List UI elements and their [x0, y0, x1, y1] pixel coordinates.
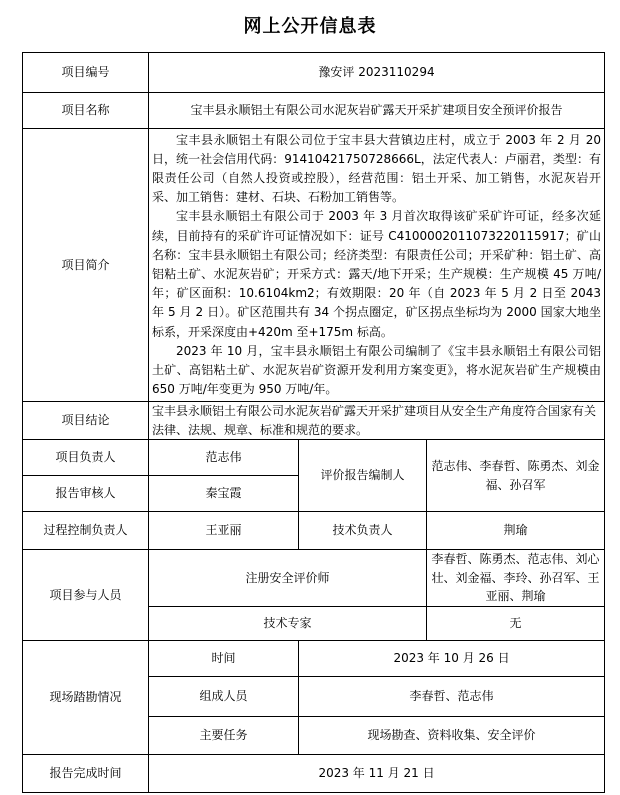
project-conclusion-label: 项目结论 — [23, 402, 149, 440]
process-control-value: 王亚丽 — [149, 512, 299, 550]
project-intro-label: 项目简介 — [23, 129, 149, 402]
row-project-intro — [23, 129, 605, 402]
info-table — [22, 52, 605, 793]
row-project-name — [23, 93, 605, 129]
project-name-value: 宝丰县永顺铝土有限公司水泥灰岩矿露天开采扩建项目安全预评价报告 — [149, 93, 605, 129]
survey-time-label: 时间 — [149, 640, 299, 676]
tech-lead-label: 技术负责人 — [299, 512, 427, 550]
project-leader-value: 范志伟 — [149, 440, 299, 476]
tech-expert-value: 无 — [427, 606, 605, 640]
process-control-label: 过程控制负责人 — [23, 512, 149, 550]
row-completion — [23, 754, 605, 792]
completion-value: 2023 年 11 月 21 日 — [149, 754, 605, 792]
project-conclusion-value: 宝丰县永顺铝土有限公司水泥灰岩矿露天开采扩建项目从安全生产角度符合国家有关法律、法规、规章、标准和规范的要求。 — [149, 402, 605, 440]
intro-paragraph: 2023 年 10 月，宝丰县永顺铝土有限公司编制了《宝丰县永顺铝土有限公司铝土矿、高铝粘土矿、水泥灰岩矿资源开发利用方案变更》，将水泥灰岩矿生产规模由 650 万吨/年变更为 950 万吨/年。 — [152, 343, 602, 397]
site-survey-label: 现场踏勘情况 — [23, 640, 149, 754]
intro-paragraph: 宝丰县永顺铝土有限公司位于宝丰县大营镇边庄村，成立于 2003 年 2 月 20 日，统一社会信用代码：91410421750728666L，法定代表人：卢丽君，类型：有限责任公司（自然人投资或控股），经营范围：铝土开采、加工销售，水泥灰岩开采、加工销售：建材、石块、石粉加工销售等。 — [152, 132, 602, 205]
page-title: 网上公开信息表 — [243, 16, 377, 37]
survey-members-label: 组成人员 — [149, 676, 299, 716]
project-no-label: 项目编号 — [23, 53, 149, 93]
registered-assessor-label: 注册安全评价师 — [149, 550, 427, 607]
survey-time-value: 2023 年 10 月 26 日 — [299, 640, 605, 676]
row-process-control — [23, 512, 605, 550]
project-leader-label: 项目负责人 — [23, 440, 149, 476]
project-name-label: 项目名称 — [23, 93, 149, 129]
intro-paragraph: 宝丰县永顺铝土有限公司于 2003 年 3 月首次取得该矿采矿许可证，经多次延续，目前持有的采矿许可证情况如下：证号 C4100002011073220115917；矿山名称：宝丰县永顺铝土有限公司；经济类型：有限责任公司；开采矿种：铝土矿、高铝粘土矿、水泥灰岩矿；开采方式：露天/地下开采；生产规模：生产规模 45 万吨/年；矿区面积：10.6104km2；有效期限：20 年（自 2023 年 5 月 2 日至 2043 年 5 月 2 日）。矿区范围共有 34 个拐点圈定，矿区拐点坐标均为 2000 国家大地坐标系，开采深度由+420m 至+175m 标高。 — [152, 209, 602, 339]
row-participants-registered — [23, 550, 605, 607]
report-reviewer-value: 秦宝霞 — [149, 476, 299, 512]
survey-tasks-value: 现场勘查、资料收集、安全评价 — [299, 716, 605, 754]
row-project-leader — [23, 440, 605, 476]
row-project-no — [23, 53, 605, 93]
report-reviewer-label: 报告审核人 — [23, 476, 149, 512]
report-editors-label: 评价报告编制人 — [299, 440, 427, 512]
row-survey-time — [23, 640, 605, 676]
survey-members-value: 李春哲、范志伟 — [299, 676, 605, 716]
tech-lead-value: 荆瑜 — [427, 512, 605, 550]
report-editors-value: 范志伟、李春哲、陈勇杰、刘金福、孙召军 — [427, 440, 605, 512]
project-intro-content — [149, 129, 605, 402]
completion-label: 报告完成时间 — [23, 754, 149, 792]
project-no-value: 豫安评 2023110294 — [149, 53, 605, 93]
survey-tasks-label: 主要任务 — [149, 716, 299, 754]
row-project-conclusion — [23, 402, 605, 440]
participants-label: 项目参与人员 — [23, 550, 149, 641]
registered-assessor-value: 李春哲、陈勇杰、范志伟、刘心壮、刘金福、李玲、孙召军、王亚丽、荆瑜 — [427, 550, 605, 607]
tech-expert-label: 技术专家 — [149, 606, 427, 640]
